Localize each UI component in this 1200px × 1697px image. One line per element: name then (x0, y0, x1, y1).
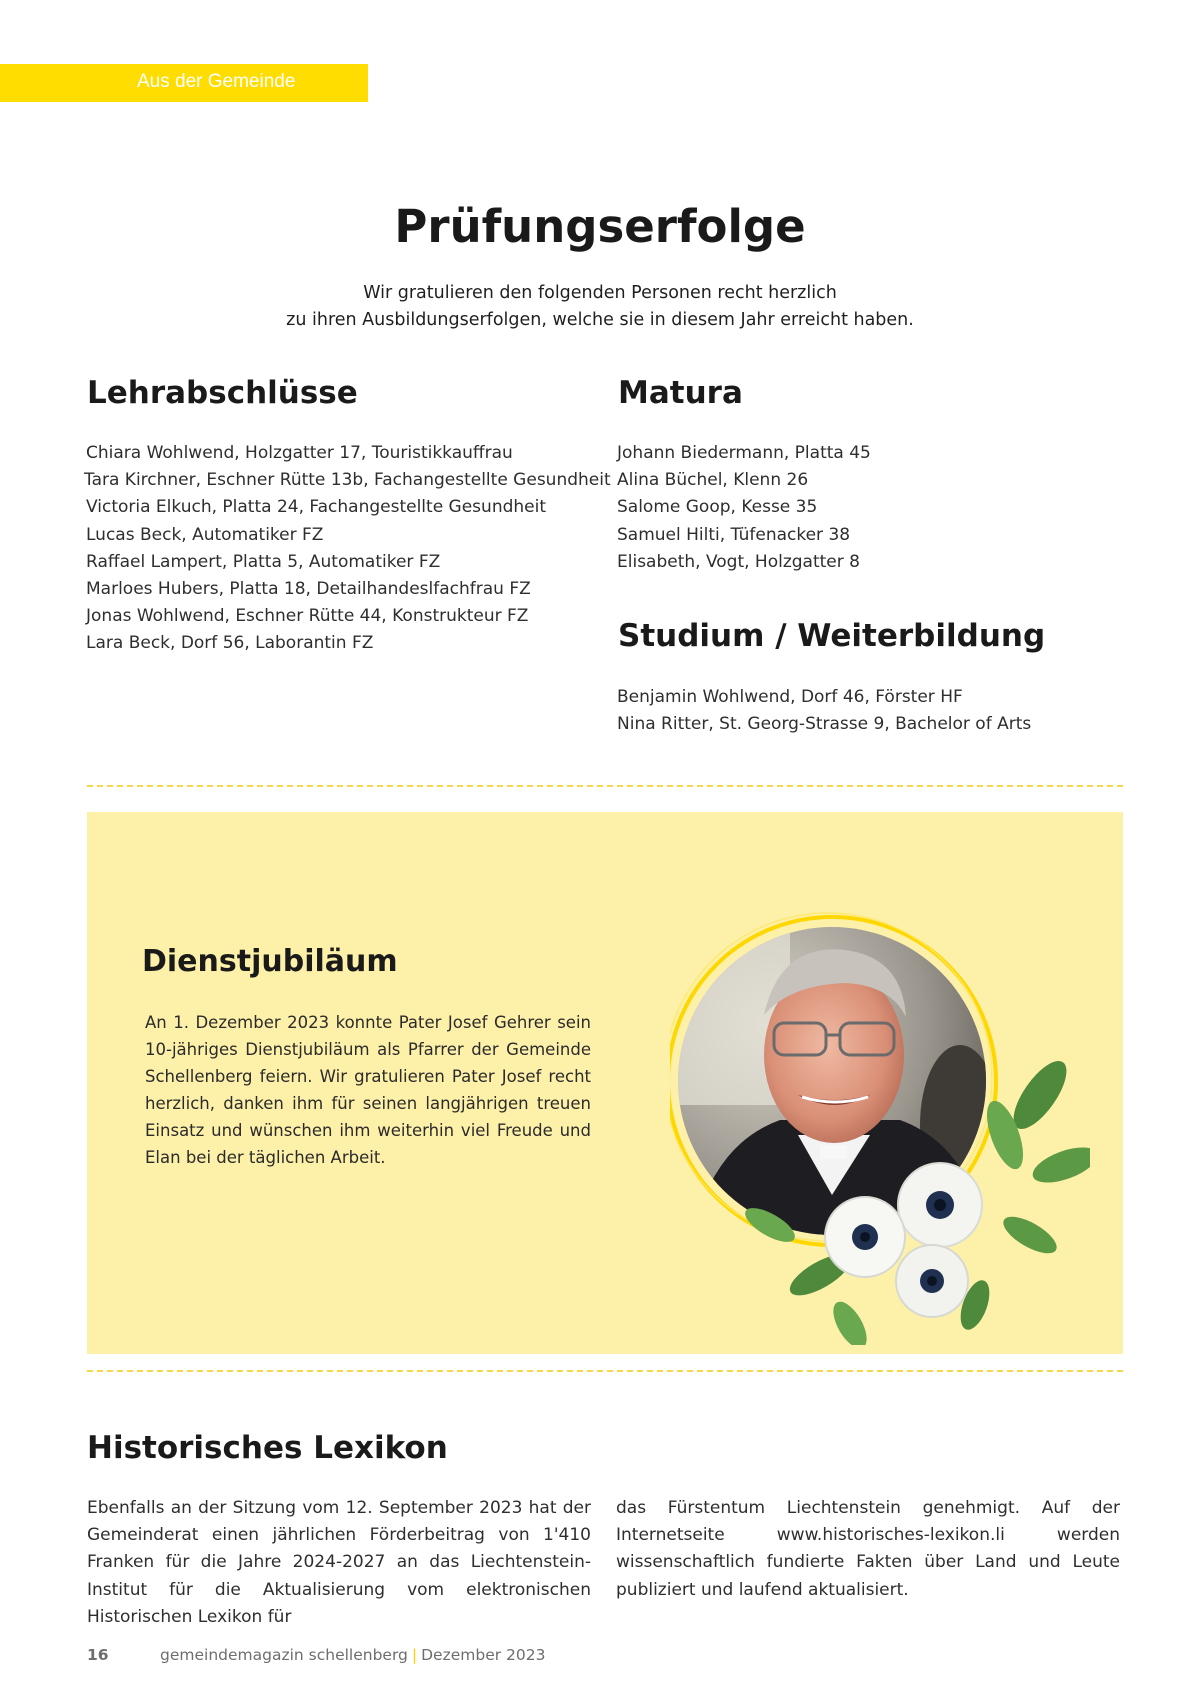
list-item: Chiara Wohlwend, Holzgatter 17, Touristikkauffrau (86, 443, 513, 463)
lehrabschluesse-heading: Lehrabschlüsse (87, 375, 358, 411)
matura-list (617, 440, 871, 576)
section-tag-label: Aus der Gemeinde (137, 71, 296, 92)
portrait-photo (670, 905, 1090, 1345)
divider-bottom (87, 1370, 1123, 1372)
lexikon-text-col-1: Ebenfalls an der Sitzung vom 12. September 2023 hat der Gemeinderat einen jährlichen Förderbeitrag von 1'410 Franken für die Jahre 2024-2027 an das Liechtenstein-Institut für die Aktualisierung vom elektronischen Historischen Lexikon für (87, 1498, 591, 1627)
list-item: Marloes Hubers, Platta 18, Detailhandeslfachfrau FZ (86, 579, 531, 600)
list-item: Raffael Lampert, Platta 5, Automatiker FZ (86, 551, 441, 572)
list-item: Salome Goop, Kesse 35 (617, 497, 818, 518)
list-item: Tara Kirchner, Eschner Rütte 13b, Fachangestellte Gesundheit (84, 470, 611, 491)
list-item: Jonas Wohlwend, Eschner Rütte 44, Konstrukteur FZ (86, 606, 529, 627)
issue-date: Dezember 2023 (421, 1646, 546, 1664)
list-item: Johann Biedermann, Platta 45 (617, 443, 871, 463)
intro-line-1: Wir gratulieren den folgenden Personen recht herzlich (363, 283, 837, 303)
list-item: Alina Büchel, Klenn 26 (617, 470, 809, 491)
studium-heading: Studium / Weiterbildung (618, 618, 1046, 654)
page-footer (87, 1646, 546, 1664)
intro-line-2: zu ihren Ausbildungserfolgen, welche sie in diesem Jahr erreicht haben. (286, 310, 914, 330)
list-item: Benjamin Wohlwend, Dorf 46, Förster HF (617, 687, 963, 707)
dienstjubilaeum-heading: Dienstjubiläum (142, 944, 398, 979)
dienstjubilaeum-text: An 1. Dezember 2023 konnte Pater Josef Gehrer sein 10-jähriges Dienstjubiläum als Pfarrer der Gemeinde Schellenberg feiern. Wir gratulieren Pater Josef recht herzlich, danken ihm für seinen langjährigen treuen Einsatz und wünschen ihm weiterhin viel Freude und Elan bei der täglichen Arbeit. (145, 1013, 591, 1167)
lexikon-heading: Historisches Lexikon (87, 1430, 448, 1466)
list-item: Lara Beck, Dorf 56, Laborantin FZ (86, 633, 374, 654)
list-item: Samuel Hilti, Tüfenacker 38 (617, 524, 851, 545)
footer-separator: | (411, 1646, 418, 1664)
lehrabschluesse-list (86, 440, 611, 658)
section-tag (0, 64, 368, 102)
list-item: Elisabeth, Vogt, Holzgatter 8 (617, 551, 860, 572)
magazine-name: gemeindemagazin schellenberg (160, 1646, 408, 1664)
list-item: Nina Ritter, St. Georg-Strasse 9, Bachelor of Arts (617, 714, 1032, 735)
page-title: Prüfungserfolge (394, 200, 806, 253)
studium-list (617, 684, 1031, 738)
lexikon-text-col-2: das Fürstentum Liechtenstein genehmigt. Auf der Internetseite www.historisches-lexikon.li werden wissenschaftlich fundierte Fakten über Land und Leute publiziert und laufend aktualisiert. (616, 1498, 1120, 1600)
page-number: 16 (87, 1646, 109, 1664)
list-item: Victoria Elkuch, Platta 24, Fachangestellte Gesundheit (86, 497, 547, 518)
divider-top (87, 785, 1123, 787)
intro-text (0, 280, 1200, 334)
matura-heading: Matura (618, 375, 743, 411)
list-item: Lucas Beck, Automatiker FZ (86, 524, 324, 545)
